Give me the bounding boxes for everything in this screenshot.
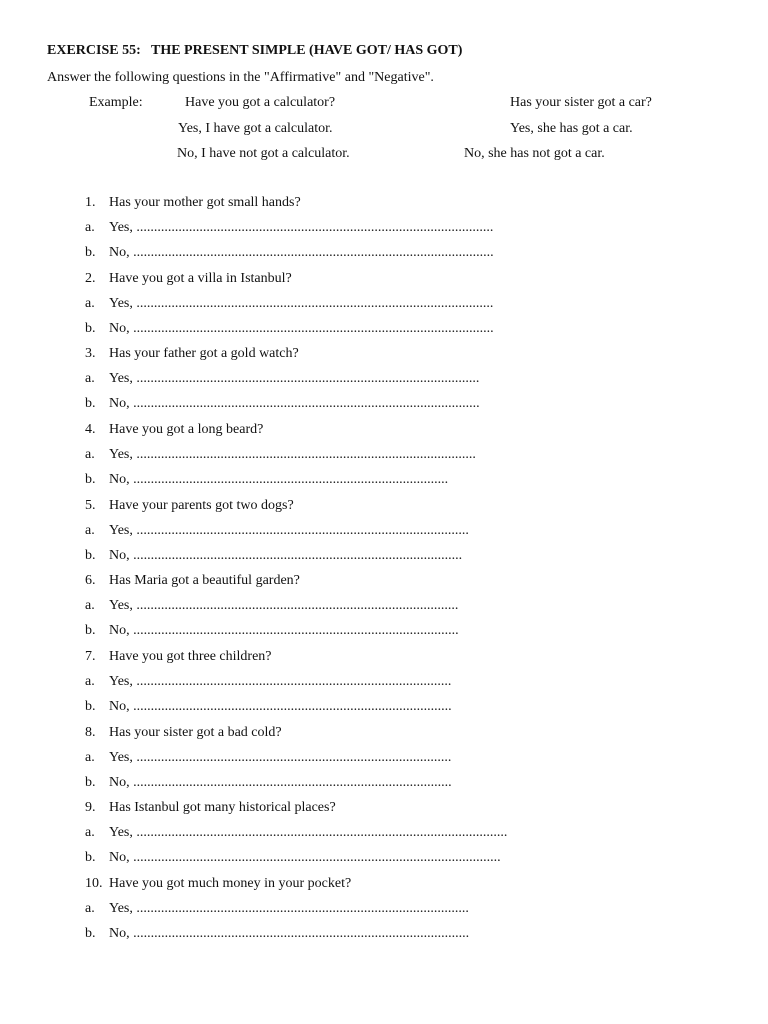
answer-yes-line[interactable] <box>85 296 493 312</box>
question-number: 3. <box>85 346 96 361</box>
answer-blank[interactable]: Yes, ...................................................................................................... <box>109 220 494 235</box>
example-label: Example: <box>89 95 143 110</box>
example-answer-1-no: No, I have not got a calculator. <box>177 146 350 161</box>
answer-yes-line[interactable] <box>85 371 479 387</box>
answer-no-line[interactable] <box>85 775 452 791</box>
answer-label: b. <box>85 699 96 714</box>
question-number: 8. <box>85 725 96 740</box>
answer-label: b. <box>85 775 96 790</box>
answer-yes-line[interactable] <box>85 598 458 614</box>
answer-yes-line[interactable] <box>85 523 469 539</box>
answer-blank[interactable]: No, ....................................................................................................... <box>109 321 494 336</box>
answer-blank[interactable]: Yes, ...................................................................................................... <box>109 296 494 311</box>
question <box>85 346 299 362</box>
answer-label: b. <box>85 623 96 638</box>
question-number: 5. <box>85 498 96 513</box>
answer-yes-line[interactable] <box>85 825 507 841</box>
answer-blank[interactable]: No, ........................................................................................... <box>109 775 452 790</box>
answer-yes-line[interactable] <box>85 901 469 917</box>
answer-blank[interactable]: No, ........................................................................................... <box>109 699 452 714</box>
question-text: Has your sister got a bad cold? <box>109 725 282 740</box>
question-text: Have you got much money in your pocket? <box>109 876 352 891</box>
answer-no-line[interactable] <box>85 472 448 488</box>
answer-label: b. <box>85 396 96 411</box>
question-text: Have you got three children? <box>109 649 272 664</box>
answer-label: b. <box>85 926 96 941</box>
question <box>85 725 282 741</box>
answer-label: a. <box>85 825 95 840</box>
answer-blank[interactable]: Yes, .......................................................................................... <box>109 750 452 765</box>
answer-no-line[interactable] <box>85 396 480 412</box>
answer-blank[interactable]: Yes, ............................................................................................ <box>109 598 459 613</box>
page-title: EXERCISE 55: THE PRESENT SIMPLE (HAVE GOT/ HAS GOT) <box>47 43 463 58</box>
question <box>85 649 272 665</box>
answer-no-line[interactable] <box>85 699 452 715</box>
answer-label: a. <box>85 598 95 613</box>
question-text: Have your parents got two dogs? <box>109 498 294 513</box>
question-text: Have you got a villa in Istanbul? <box>109 271 292 286</box>
answer-yes-line[interactable] <box>85 447 476 463</box>
answer-yes-line[interactable] <box>85 220 493 236</box>
question <box>85 573 300 589</box>
example-answer-2-no: No, she has not got a car. <box>464 146 605 161</box>
question-number: 6. <box>85 573 96 588</box>
answer-blank[interactable]: Yes, ................................................................................................. <box>109 447 476 462</box>
question-text: Has your father got a gold watch? <box>109 346 299 361</box>
question-number: 4. <box>85 422 96 437</box>
question <box>85 195 301 211</box>
answer-label: b. <box>85 548 96 563</box>
answer-label: a. <box>85 220 95 235</box>
answer-blank[interactable]: No, ....................................................................................................... <box>109 245 494 260</box>
answer-blank[interactable]: Yes, .......................................................................................................... <box>109 825 508 840</box>
question-number: 7. <box>85 649 96 664</box>
example-answer-1-yes: Yes, I have got a calculator. <box>178 121 333 136</box>
answer-no-line[interactable] <box>85 926 469 942</box>
answer-label: a. <box>85 523 95 538</box>
answer-no-line[interactable] <box>85 245 494 261</box>
question-text: Has your mother got small hands? <box>109 195 301 210</box>
answer-blank[interactable]: Yes, ............................................................................................... <box>109 523 469 538</box>
answer-blank[interactable]: Yes, .......................................................................................... <box>109 674 452 689</box>
question <box>85 876 351 892</box>
question-text: Has Istanbul got many historical places? <box>109 800 336 815</box>
example-question-1: Have you got a calculator? <box>185 95 336 110</box>
question <box>85 271 292 287</box>
answer-label: b. <box>85 472 96 487</box>
question-number: 10. <box>85 876 103 891</box>
answer-blank[interactable]: No, ............................................................................................. <box>109 623 459 638</box>
answer-no-line[interactable] <box>85 548 462 564</box>
answer-label: a. <box>85 296 95 311</box>
answer-blank[interactable]: Yes, .................................................................................................. <box>109 371 480 386</box>
answer-label: a. <box>85 447 95 462</box>
question-text: Has Maria got a beautiful garden? <box>109 573 300 588</box>
answer-blank[interactable]: No, .............................................................................................. <box>109 548 463 563</box>
answer-no-line[interactable] <box>85 623 459 639</box>
answer-label: a. <box>85 901 95 916</box>
example-question-2: Has your sister got a car? <box>510 95 652 110</box>
answer-blank[interactable]: Yes, ............................................................................................... <box>109 901 469 916</box>
answer-label: b. <box>85 850 96 865</box>
answer-blank[interactable]: No, ................................................................................................ <box>109 926 470 941</box>
answer-yes-line[interactable] <box>85 750 451 766</box>
question <box>85 498 294 514</box>
instructions: Answer the following questions in the "Affirmative" and "Negative". <box>47 70 434 85</box>
answer-label: a. <box>85 674 95 689</box>
answer-label: b. <box>85 245 96 260</box>
question-number: 1. <box>85 195 96 210</box>
answer-label: a. <box>85 371 95 386</box>
question-text: Have you got a long beard? <box>109 422 264 437</box>
question-number: 2. <box>85 271 96 286</box>
answer-no-line[interactable] <box>85 850 501 866</box>
answer-blank[interactable]: No, .......................................................................................... <box>109 472 449 487</box>
answer-label: a. <box>85 750 95 765</box>
answer-blank[interactable]: No, ......................................................................................................... <box>109 850 501 865</box>
answer-yes-line[interactable] <box>85 674 451 690</box>
answer-label: b. <box>85 321 96 336</box>
answer-no-line[interactable] <box>85 321 494 337</box>
question-number: 9. <box>85 800 96 815</box>
example-answer-2-yes: Yes, she has got a car. <box>510 121 633 136</box>
question <box>85 422 263 438</box>
question <box>85 800 336 816</box>
answer-blank[interactable]: No, ................................................................................................... <box>109 396 480 411</box>
